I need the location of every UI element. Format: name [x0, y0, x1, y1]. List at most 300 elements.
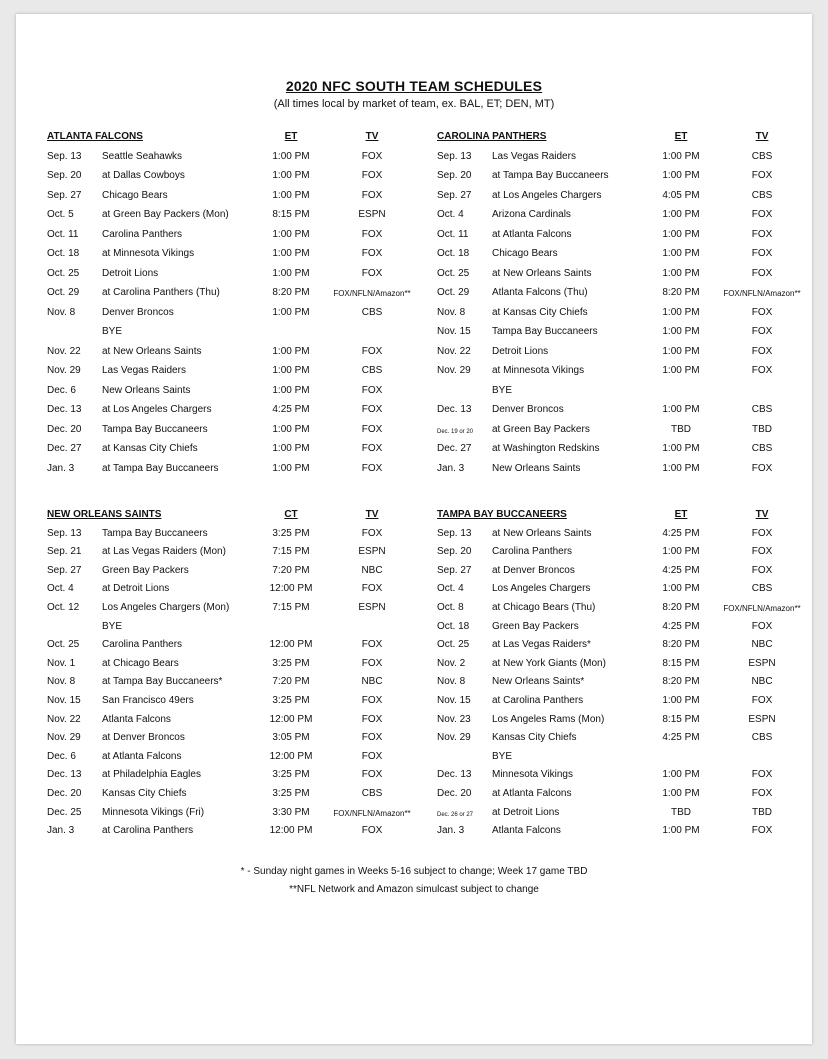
kickoff-time: 1:00 PM — [662, 404, 700, 415]
game-date: Sep. 27 — [47, 189, 82, 201]
game-date: Oct. 12 — [47, 601, 80, 613]
tv-network: FOX — [751, 787, 773, 799]
game-date: Sep. 20 — [437, 546, 472, 558]
opponent: Tampa Bay Buccaneers — [492, 326, 598, 337]
schedule-row — [437, 769, 807, 788]
opponent: Detroit Lions — [492, 345, 549, 357]
schedule-row — [437, 528, 807, 547]
tv-network: NBC — [361, 564, 383, 576]
tv-network: FOX — [751, 546, 773, 558]
kickoff-time: 8:15 PM — [662, 713, 700, 725]
opponent: Kansas City Chiefs — [102, 787, 187, 799]
kickoff-time: 1:00 PM — [272, 365, 310, 376]
kickoff-time: 8:20 PM — [662, 601, 700, 613]
tv-network: FOX — [751, 694, 773, 706]
schedule-row — [47, 676, 417, 695]
game-date: Nov. 8 — [437, 306, 466, 318]
schedule-row — [47, 807, 417, 826]
schedule-row — [437, 546, 807, 565]
tv-network: FOX — [361, 443, 383, 454]
schedule-row — [437, 209, 807, 229]
opponent: Atlanta Falcons — [492, 825, 561, 837]
kickoff-time: 3:25 PM — [272, 694, 310, 706]
schedule-row — [47, 151, 417, 171]
opponent: at Los Angeles Chargers — [492, 189, 602, 201]
kickoff-time: 12:00 PM — [269, 825, 313, 837]
kickoff-time: 1:00 PM — [662, 267, 700, 279]
kickoff-time: 1:00 PM — [662, 694, 700, 706]
opponent: at Las Vegas Raiders (Mon) — [102, 546, 226, 558]
kickoff-time: 1:00 PM — [272, 170, 310, 181]
opponent: at Kansas City Chiefs — [102, 443, 198, 454]
tv-network: FOX — [751, 248, 773, 259]
tv-network: NBC — [751, 639, 773, 651]
tv-network: CBS — [361, 306, 383, 318]
game-date: Dec. 25 — [47, 806, 82, 818]
kickoff-time: 8:20 PM — [662, 639, 700, 651]
tv-network: FOX — [361, 713, 383, 725]
game-date: Sep. 20 — [437, 170, 472, 181]
tv-column-header: TV — [365, 131, 379, 142]
tv-network: TBD — [752, 806, 772, 818]
tv-network: CBS — [751, 732, 773, 744]
game-date: Nov. 29 — [437, 732, 471, 744]
opponent: BYE — [492, 384, 513, 396]
opponent: Carolina Panthers — [492, 546, 573, 558]
game-date: Oct. 25 — [47, 267, 80, 279]
schedule-row — [437, 385, 807, 405]
opponent: at New York Giants (Mon) — [492, 657, 606, 669]
kickoff-time: 8:20 PM — [662, 676, 700, 688]
game-date: Nov. 22 — [47, 345, 81, 357]
opponent: at Los Angeles Chargers — [102, 404, 212, 415]
game-date: Nov. 15 — [47, 694, 81, 706]
opponent: Green Bay Packers — [102, 564, 189, 576]
team-name: CAROLINA PANTHERS — [437, 131, 547, 142]
game-date: Nov. 8 — [47, 676, 76, 688]
opponent: Los Angeles Rams (Mon) — [492, 713, 605, 725]
kickoff-time: 4:25 PM — [662, 620, 700, 632]
opponent: at Las Vegas Raiders* — [492, 639, 591, 651]
kickoff-time: 1:00 PM — [272, 462, 310, 474]
opponent: at Detroit Lions — [492, 806, 560, 818]
game-date: Dec. 13 — [437, 769, 472, 781]
schedule-row — [47, 443, 417, 463]
game-date: Nov. 29 — [47, 732, 81, 744]
tv-network: FOX — [361, 583, 383, 595]
game-date: Jan. 3 — [47, 462, 75, 474]
opponent: BYE — [492, 750, 513, 762]
opponent: at Green Bay Packers — [492, 423, 590, 435]
opponent: Seattle Seahawks — [102, 150, 183, 162]
team-header — [47, 131, 417, 151]
game-date: Sep. 13 — [47, 527, 82, 539]
game-date: Oct. 5 — [47, 209, 74, 220]
game-date: Dec. 27 — [47, 443, 82, 454]
opponent: Green Bay Packers — [492, 620, 579, 632]
schedule-row — [437, 639, 807, 658]
game-date: Oct. 18 — [437, 248, 470, 259]
schedule-row — [47, 695, 417, 714]
game-date: Nov. 22 — [437, 345, 471, 357]
opponent: at Denver Broncos — [102, 732, 185, 744]
schedule-row — [437, 602, 807, 621]
schedule-row — [437, 732, 807, 751]
kickoff-time: 1:00 PM — [662, 306, 700, 318]
kickoff-time: 12:00 PM — [269, 639, 313, 651]
tv-network: NBC — [361, 676, 383, 688]
tv-network: FOX/NFLN/Amazon** — [333, 289, 411, 298]
opponent: Tampa Bay Buccaneers — [102, 423, 208, 435]
team-schedule-carolina-panthers — [437, 131, 807, 482]
tv-network: FOX — [361, 345, 383, 357]
tv-network: FOX — [751, 267, 773, 279]
kickoff-time: 7:20 PM — [272, 564, 310, 576]
tv-network: ESPN — [748, 713, 776, 725]
footnote-simulcast: **NFL Network and Amazon simulcast subject to change — [289, 884, 539, 895]
game-date: Sep. 13 — [47, 150, 82, 162]
team-schedule-new-orleans-saints — [47, 509, 417, 844]
schedule-row — [47, 209, 417, 229]
kickoff-time: 1:00 PM — [272, 150, 310, 162]
game-date: Nov. 22 — [47, 713, 81, 725]
game-date: Oct. 25 — [437, 639, 470, 651]
kickoff-time: 1:00 PM — [662, 209, 700, 220]
schedule-row — [47, 732, 417, 751]
tv-network: FOX — [361, 267, 383, 279]
schedule-row — [47, 769, 417, 788]
tv-column-header: TV — [755, 131, 769, 142]
schedule-row — [437, 463, 807, 483]
game-date: Dec. 6 — [47, 750, 76, 762]
schedule-row — [47, 788, 417, 807]
schedule-row — [47, 287, 417, 307]
schedule-row — [437, 365, 807, 385]
opponent: New Orleans Saints* — [492, 676, 585, 688]
time-column-header: ET — [674, 131, 688, 142]
game-date: Sep. 27 — [437, 564, 472, 576]
schedule-row — [47, 528, 417, 547]
tv-network: FOX — [361, 732, 383, 744]
opponent: at Dallas Cowboys — [102, 170, 185, 181]
tv-network: FOX — [361, 657, 383, 669]
schedule-row — [47, 268, 417, 288]
team-schedule-tampa-bay-buccaneers — [437, 509, 807, 844]
game-date: Nov. 1 — [47, 657, 76, 669]
opponent: Minnesota Vikings (Fri) — [102, 806, 205, 818]
kickoff-time: 1:00 PM — [662, 326, 700, 337]
opponent: at New Orleans Saints — [102, 345, 202, 357]
team-name: NEW ORLEANS SAINTS — [47, 509, 162, 520]
opponent: at Washington Redskins — [492, 443, 600, 454]
kickoff-time: 7:20 PM — [272, 676, 310, 688]
schedule-row — [437, 424, 807, 444]
tv-network: FOX — [751, 564, 773, 576]
team-header — [437, 131, 807, 151]
opponent: Denver Broncos — [492, 404, 564, 415]
tv-network: FOX — [361, 404, 383, 415]
schedule-row — [47, 639, 417, 658]
page-subtitle: (All times local by market of team, ex. BAL, ET; DEN, MT) — [273, 98, 555, 110]
schedule-row — [47, 602, 417, 621]
kickoff-time: 3:25 PM — [272, 769, 310, 781]
opponent: Denver Broncos — [102, 306, 174, 318]
schedule-row — [47, 190, 417, 210]
opponent: Las Vegas Raiders — [492, 150, 576, 162]
schedule-row — [437, 788, 807, 807]
kickoff-time: 3:05 PM — [272, 732, 310, 744]
kickoff-time: 8:20 PM — [662, 287, 700, 298]
kickoff-time: 4:25 PM — [662, 732, 700, 744]
opponent: at Chicago Bears (Thu) — [492, 601, 596, 613]
kickoff-time: 1:00 PM — [662, 345, 700, 357]
time-column-header: ET — [674, 509, 688, 520]
opponent: at Tampa Bay Buccaneers — [492, 170, 609, 181]
opponent: Kansas City Chiefs — [492, 732, 577, 744]
opponent: Detroit Lions — [102, 267, 159, 279]
tv-network: FOX — [361, 462, 383, 474]
schedule-row — [437, 695, 807, 714]
opponent: at Atlanta Falcons — [492, 228, 572, 240]
footnotes — [0, 863, 828, 899]
opponent: Minnesota Vikings — [492, 769, 573, 781]
tv-network: FOX — [751, 462, 773, 474]
game-date: Oct. 4 — [47, 583, 74, 595]
kickoff-time: 1:00 PM — [662, 443, 700, 454]
opponent: Chicago Bears — [492, 248, 558, 259]
kickoff-time: 3:30 PM — [272, 806, 310, 818]
game-date: Oct. 8 — [437, 601, 464, 613]
schedule-row — [47, 229, 417, 249]
game-date: Oct. 25 — [437, 267, 470, 279]
team-name: ATLANTA FALCONS — [47, 131, 143, 142]
schedule-row — [437, 170, 807, 190]
game-date: Dec. 13 — [47, 769, 82, 781]
game-date: Oct. 11 — [437, 228, 469, 240]
game-date: Dec. 13 — [437, 404, 472, 415]
opponent: at Philadelphia Eagles — [102, 769, 201, 781]
opponent: Atlanta Falcons — [102, 713, 171, 725]
tv-network: FOX — [361, 769, 383, 781]
schedule-row — [47, 424, 417, 444]
tv-network: FOX — [751, 170, 773, 181]
schedule-row — [437, 807, 807, 826]
opponent: New Orleans Saints — [102, 384, 191, 396]
opponent: Carolina Panthers — [102, 228, 183, 240]
opponent: New Orleans Saints — [492, 462, 581, 474]
schedule-row — [47, 565, 417, 584]
schedule-row — [47, 404, 417, 424]
kickoff-time: 1:00 PM — [272, 306, 310, 318]
team-schedule-atlanta-falcons — [47, 131, 417, 482]
schedule-row — [47, 385, 417, 405]
kickoff-time: 3:25 PM — [272, 527, 310, 539]
schedule-row — [437, 346, 807, 366]
schedule-row — [437, 151, 807, 171]
schedule-row — [437, 714, 807, 733]
game-date: Dec. 27 — [437, 443, 472, 454]
tv-column-header: TV — [365, 509, 379, 520]
tv-network: ESPN — [358, 209, 386, 220]
game-date: Nov. 8 — [47, 306, 76, 318]
tv-network: FOX — [751, 209, 773, 220]
schedule-row — [47, 583, 417, 602]
opponent: Carolina Panthers — [102, 639, 183, 651]
game-date: Sep. 13 — [437, 150, 472, 162]
kickoff-time: 8:15 PM — [272, 209, 310, 220]
tv-network: CBS — [361, 787, 383, 799]
game-date: Nov. 23 — [437, 713, 471, 725]
tv-network: FOX — [361, 750, 383, 762]
tv-network: FOX — [361, 384, 383, 396]
game-date: Sep. 27 — [47, 564, 82, 576]
team-name: TAMPA BAY BUCCANEERS — [437, 509, 567, 520]
tv-network: NBC — [751, 676, 773, 688]
schedule-row — [437, 443, 807, 463]
kickoff-time: 3:25 PM — [272, 657, 310, 669]
game-date: Nov. 29 — [437, 365, 471, 376]
opponent: at Tampa Bay Buccaneers* — [102, 676, 223, 688]
schedule-row — [47, 658, 417, 677]
tv-network: FOX — [361, 228, 383, 240]
game-date: Nov. 15 — [437, 326, 471, 337]
game-date: Nov. 15 — [437, 694, 471, 706]
game-date: Dec. 20 — [437, 787, 472, 799]
opponent: at Atlanta Falcons — [102, 750, 182, 762]
tv-network: ESPN — [748, 657, 776, 669]
kickoff-time: 12:00 PM — [269, 750, 313, 762]
schedule-row — [437, 751, 807, 770]
schedule-row — [47, 546, 417, 565]
opponent: Arizona Cardinals — [492, 209, 571, 220]
tv-network: FOX — [751, 825, 773, 837]
tv-network: FOX — [361, 527, 383, 539]
game-date: Oct. 4 — [437, 583, 464, 595]
tv-network: CBS — [751, 443, 773, 454]
tv-column-header: TV — [755, 509, 769, 520]
schedule-row — [47, 825, 417, 844]
opponent: at Carolina Panthers — [492, 694, 584, 706]
kickoff-time: 1:00 PM — [662, 150, 700, 162]
kickoff-time: 8:20 PM — [272, 287, 310, 298]
kickoff-time: 1:00 PM — [272, 267, 310, 279]
tv-network: FOX — [361, 170, 383, 181]
game-date: Jan. 3 — [437, 825, 465, 837]
page-title: 2020 NFC SOUTH TEAM SCHEDULES — [285, 78, 543, 94]
schedule-row — [437, 229, 807, 249]
opponent: San Francisco 49ers — [102, 694, 194, 706]
game-date: Nov. 8 — [437, 676, 466, 688]
tv-network: ESPN — [358, 546, 386, 558]
tv-network: ESPN — [358, 601, 386, 613]
opponent: Las Vegas Raiders — [102, 365, 186, 376]
schedule-row — [437, 565, 807, 584]
game-date: Dec. 20 — [47, 787, 82, 799]
schedule-row — [437, 676, 807, 695]
time-column-header: CT — [284, 509, 298, 520]
kickoff-time: 1:00 PM — [662, 769, 700, 781]
game-date: Jan. 3 — [437, 462, 465, 474]
tv-network: FOX/NFLN/Amazon** — [723, 289, 801, 298]
kickoff-time: 1:00 PM — [272, 189, 310, 201]
schedule-row — [437, 268, 807, 288]
game-date: Oct. 29 — [47, 287, 80, 298]
kickoff-time: 4:25 PM — [662, 527, 700, 539]
kickoff-time: 12:00 PM — [269, 583, 313, 595]
tv-network: FOX — [361, 150, 383, 162]
kickoff-time: 12:00 PM — [269, 713, 313, 725]
footnote-sunday-night: * - Sunday night games in Weeks 5-16 subject to change; Week 17 game TBD — [240, 866, 588, 877]
opponent: Los Angeles Chargers — [492, 583, 591, 595]
tv-network: FOX — [361, 423, 383, 435]
game-date: Oct. 29 — [437, 287, 470, 298]
opponent: Tampa Bay Buccaneers — [102, 527, 208, 539]
schedule-row — [47, 365, 417, 385]
opponent: at Detroit Lions — [102, 583, 170, 595]
kickoff-time: 4:25 PM — [272, 404, 310, 415]
game-date: Oct. 11 — [47, 228, 79, 240]
opponent: at Green Bay Packers (Mon) — [102, 209, 229, 220]
tv-network: TBD — [752, 423, 772, 435]
tv-network: FOX — [361, 639, 383, 651]
opponent: at Minnesota Vikings — [102, 248, 195, 259]
opponent: at Atlanta Falcons — [492, 787, 572, 799]
tv-network: FOX — [751, 345, 773, 357]
schedule-row — [47, 346, 417, 366]
opponent: at Chicago Bears — [102, 657, 179, 669]
kickoff-time: TBD — [671, 423, 691, 435]
game-date: Nov. 29 — [47, 365, 81, 376]
kickoff-time: 3:25 PM — [272, 787, 310, 799]
tv-network: CBS — [751, 189, 773, 201]
tv-network: FOX — [751, 306, 773, 318]
tv-network: CBS — [751, 583, 773, 595]
game-date: Jan. 3 — [47, 825, 75, 837]
opponent: at Minnesota Vikings — [492, 365, 585, 376]
kickoff-time: TBD — [671, 806, 691, 818]
tv-network: FOX — [751, 527, 773, 539]
kickoff-time: 1:00 PM — [662, 546, 700, 558]
kickoff-time: 4:05 PM — [662, 189, 700, 201]
schedule-row — [47, 248, 417, 268]
opponent: at Tampa Bay Buccaneers — [102, 462, 219, 474]
game-date: Dec. 19 or 20 — [437, 428, 474, 435]
game-date: Sep. 20 — [47, 170, 82, 181]
schedule-row — [437, 658, 807, 677]
schedule-row — [47, 751, 417, 770]
opponent: at Carolina Panthers — [102, 825, 194, 837]
schedule-row — [47, 170, 417, 190]
opponent: at Denver Broncos — [492, 564, 575, 576]
kickoff-time: 1:00 PM — [662, 825, 700, 837]
tv-network: FOX/NFLN/Amazon** — [723, 603, 801, 613]
kickoff-time: 7:15 PM — [272, 546, 310, 558]
opponent: Atlanta Falcons (Thu) — [492, 287, 588, 298]
kickoff-time: 1:00 PM — [272, 423, 310, 435]
tv-network: FOX — [361, 694, 383, 706]
schedule-row — [437, 404, 807, 424]
kickoff-time: 1:00 PM — [662, 462, 700, 474]
kickoff-time: 1:00 PM — [272, 384, 310, 396]
kickoff-time: 4:25 PM — [662, 564, 700, 576]
tv-network: FOX — [361, 825, 383, 837]
kickoff-time: 8:15 PM — [662, 657, 700, 669]
tv-network: FOX — [751, 769, 773, 781]
schedule-row — [47, 307, 417, 327]
opponent: at Carolina Panthers (Thu) — [102, 287, 220, 298]
schedule-row — [437, 825, 807, 844]
game-date: Sep. 13 — [437, 527, 472, 539]
